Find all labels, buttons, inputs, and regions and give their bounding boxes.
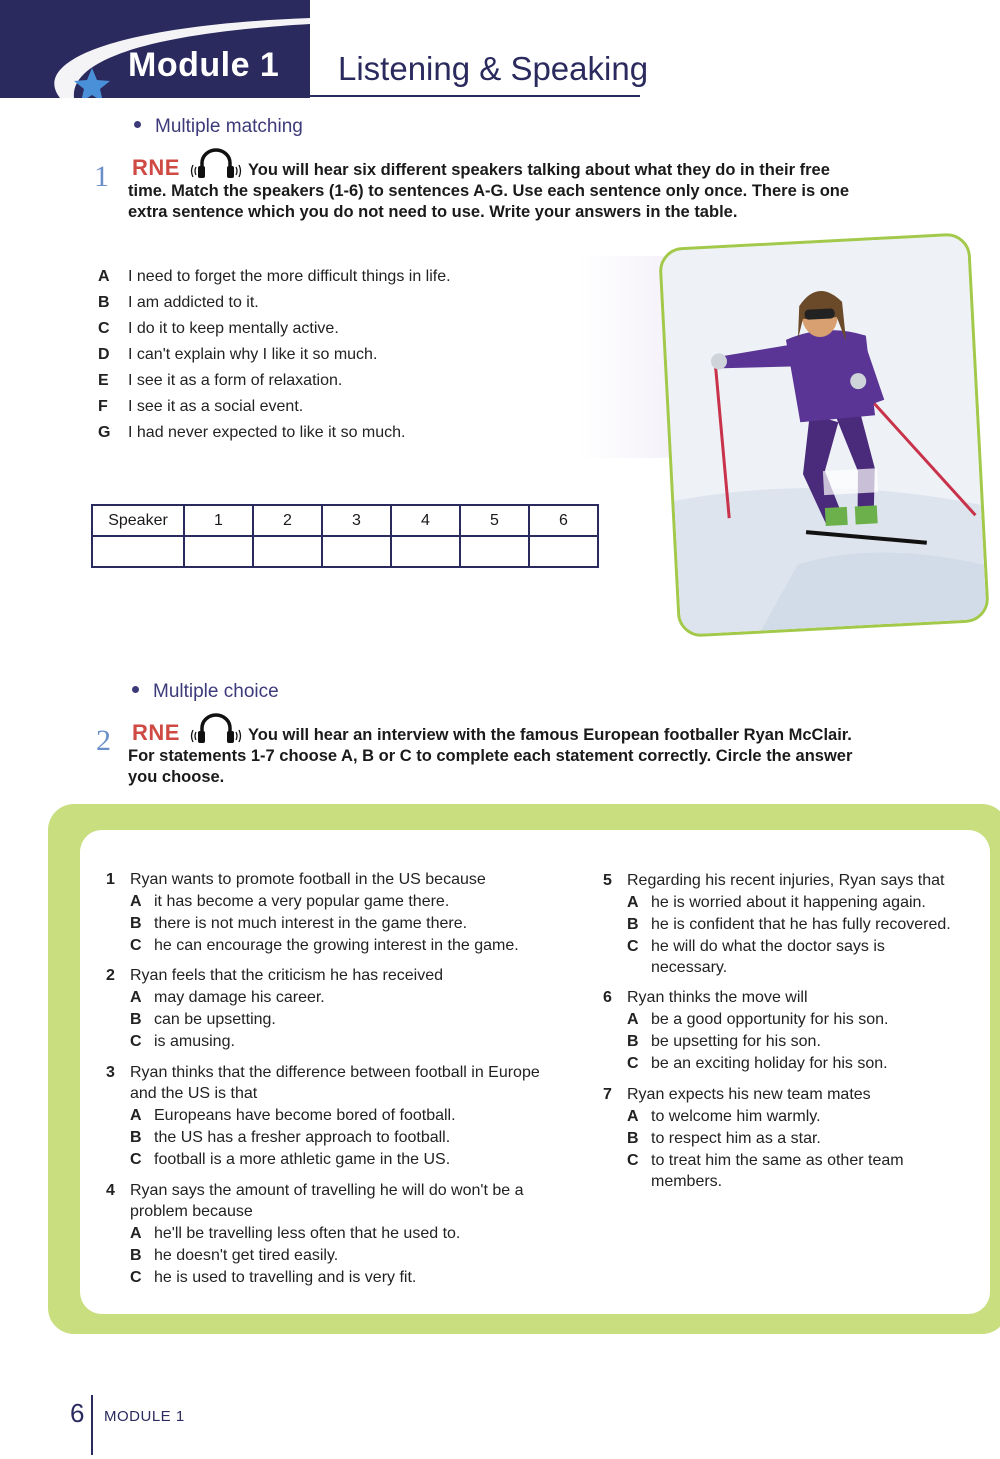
- task2-instruction: You will hear an interview with the famous European footballer Ryan McClair. For statements 1-7 choose A, B or C to complete each statement correctly. Circle the answer you choose.: [128, 726, 853, 786]
- question-4: 4 Ryan says the amount of travelling he will do won't be a problem because A he'll be travelling less often that he used to. B he doesn't get tired easily. C he is used to travelling and is very fit.: [130, 1180, 550, 1288]
- answer-table: [91, 504, 599, 568]
- sentence-g: G I had never expected to like it so much.: [98, 424, 406, 441]
- table-header-2: 2: [253, 505, 322, 536]
- option-c[interactable]: C he will do what the doctor says is necessary.: [627, 938, 885, 976]
- table-header-1: 1: [184, 505, 253, 536]
- option-a[interactable]: A Europeans have become bored of football.: [130, 1107, 456, 1124]
- option-c[interactable]: C football is a more athletic game in the US.: [130, 1151, 451, 1168]
- option-b[interactable]: B to respect him as a star.: [627, 1130, 821, 1147]
- option-b[interactable]: B there is not much interest in the game there.: [130, 915, 468, 932]
- bullet-icon: [134, 121, 141, 128]
- task1-rne-label: RNE: [132, 155, 180, 180]
- sentence-e: E I see it as a form of relaxation.: [98, 372, 343, 389]
- module-title: Module 1: [128, 46, 280, 84]
- option-b[interactable]: B can be upsetting.: [130, 1011, 276, 1028]
- sentence-f: F I see it as a social event.: [98, 398, 304, 415]
- option-b[interactable]: B he is confident that he has fully recovered.: [627, 916, 951, 933]
- option-a[interactable]: A he is worried about it happening again.: [627, 894, 926, 911]
- option-b[interactable]: B he doesn't get tired easily.: [130, 1247, 339, 1264]
- task1-number: 1: [94, 160, 109, 193]
- section-title: Listening & Speaking: [338, 50, 649, 87]
- option-b[interactable]: B be upsetting for his son.: [627, 1033, 821, 1050]
- footer-module-label: MODULE 1: [104, 1408, 185, 1425]
- option-c[interactable]: C be an exciting holiday for his son.: [627, 1055, 888, 1072]
- question-1: 1 Ryan wants to promote football in the US because A it has become a very popular game there. B there is not much interest in the game there. C he can encourage the growing interest in the game.: [130, 869, 570, 956]
- option-a[interactable]: A it has become a very popular game there.: [130, 893, 450, 910]
- option-b[interactable]: B the US has a fresher approach to football.: [130, 1129, 451, 1146]
- bullet-icon: [132, 686, 139, 693]
- footer-divider: [91, 1395, 93, 1455]
- question-7: 7 Ryan expects his new team mates A to welcome him warmly. B to respect him as a star. C to treat him the same as other team members.: [627, 1084, 957, 1192]
- page-number: 6: [70, 1398, 85, 1428]
- option-c[interactable]: C to treat him the same as other team members.: [627, 1152, 904, 1190]
- option-a[interactable]: A may damage his career.: [130, 989, 325, 1006]
- answer-cell-4[interactable]: [391, 536, 460, 567]
- skier-illustration: [661, 235, 987, 634]
- question-5: 5 Regarding his recent injuries, Ryan says that A he is worried about it happening again. B he is confident that he has fully recovered. C he will do what the doctor says is necessary.: [627, 870, 957, 978]
- task2-number: 2: [96, 724, 111, 757]
- task2-rne-label: RNE: [132, 720, 180, 745]
- option-a[interactable]: A to welcome him warmly.: [627, 1108, 821, 1125]
- task1-instruction: You will hear six different speakers talking about what they do in their free time. Match the speakers (1-6) to sentences A-G. Use each sentence only once. There is one extra sentence which you do not need to use. Write your answers in the table.: [128, 161, 850, 221]
- answer-cell-2[interactable]: [253, 536, 322, 567]
- table-header-5: 5: [460, 505, 529, 536]
- answer-cell-5[interactable]: [460, 536, 529, 567]
- option-c[interactable]: C he can encourage the growing interest in the game.: [130, 937, 519, 954]
- table-header-6: 6: [529, 505, 598, 536]
- answer-cell-label: [92, 536, 184, 567]
- answer-cell-1[interactable]: [184, 536, 253, 567]
- sentence-a: A I need to forget the more difficult things in life.: [98, 268, 451, 285]
- header-underline: [310, 95, 640, 97]
- table-header-3: 3: [322, 505, 391, 536]
- skier-photo: [658, 232, 990, 638]
- option-c[interactable]: C is amusing.: [130, 1033, 235, 1050]
- table-header-4: 4: [391, 505, 460, 536]
- option-a[interactable]: A he'll be travelling less often that he used to.: [130, 1225, 461, 1242]
- task2-heading: Multiple choice: [132, 681, 279, 703]
- task1-heading: Multiple matching: [134, 116, 303, 138]
- answer-cell-6[interactable]: [529, 536, 598, 567]
- question-2: 2 Ryan feels that the criticism he has received A may damage his career. B can be upsetting. C is amusing.: [130, 965, 570, 1052]
- sentence-d: D I can't explain why I like it so much.: [98, 346, 378, 363]
- table-header-speaker: Speaker: [92, 505, 184, 536]
- option-c[interactable]: C he is used to travelling and is very fit.: [130, 1269, 417, 1286]
- sentence-c: C I do it to keep mentally active.: [98, 320, 339, 337]
- sentence-b: B I am addicted to it.: [98, 294, 259, 311]
- question-6: 6 Ryan thinks the move will A be a good opportunity for his son. B be upsetting for his son. C be an exciting holiday for his son.: [627, 987, 957, 1074]
- answer-cell-3[interactable]: [322, 536, 391, 567]
- option-a[interactable]: A be a good opportunity for his son.: [627, 1011, 889, 1028]
- question-3: 3 Ryan thinks that the difference between football in Europe and the US is that A Europeans have become bored of football. B the US has a fresher approach to football. C football is a more athletic game in the US.: [130, 1062, 550, 1170]
